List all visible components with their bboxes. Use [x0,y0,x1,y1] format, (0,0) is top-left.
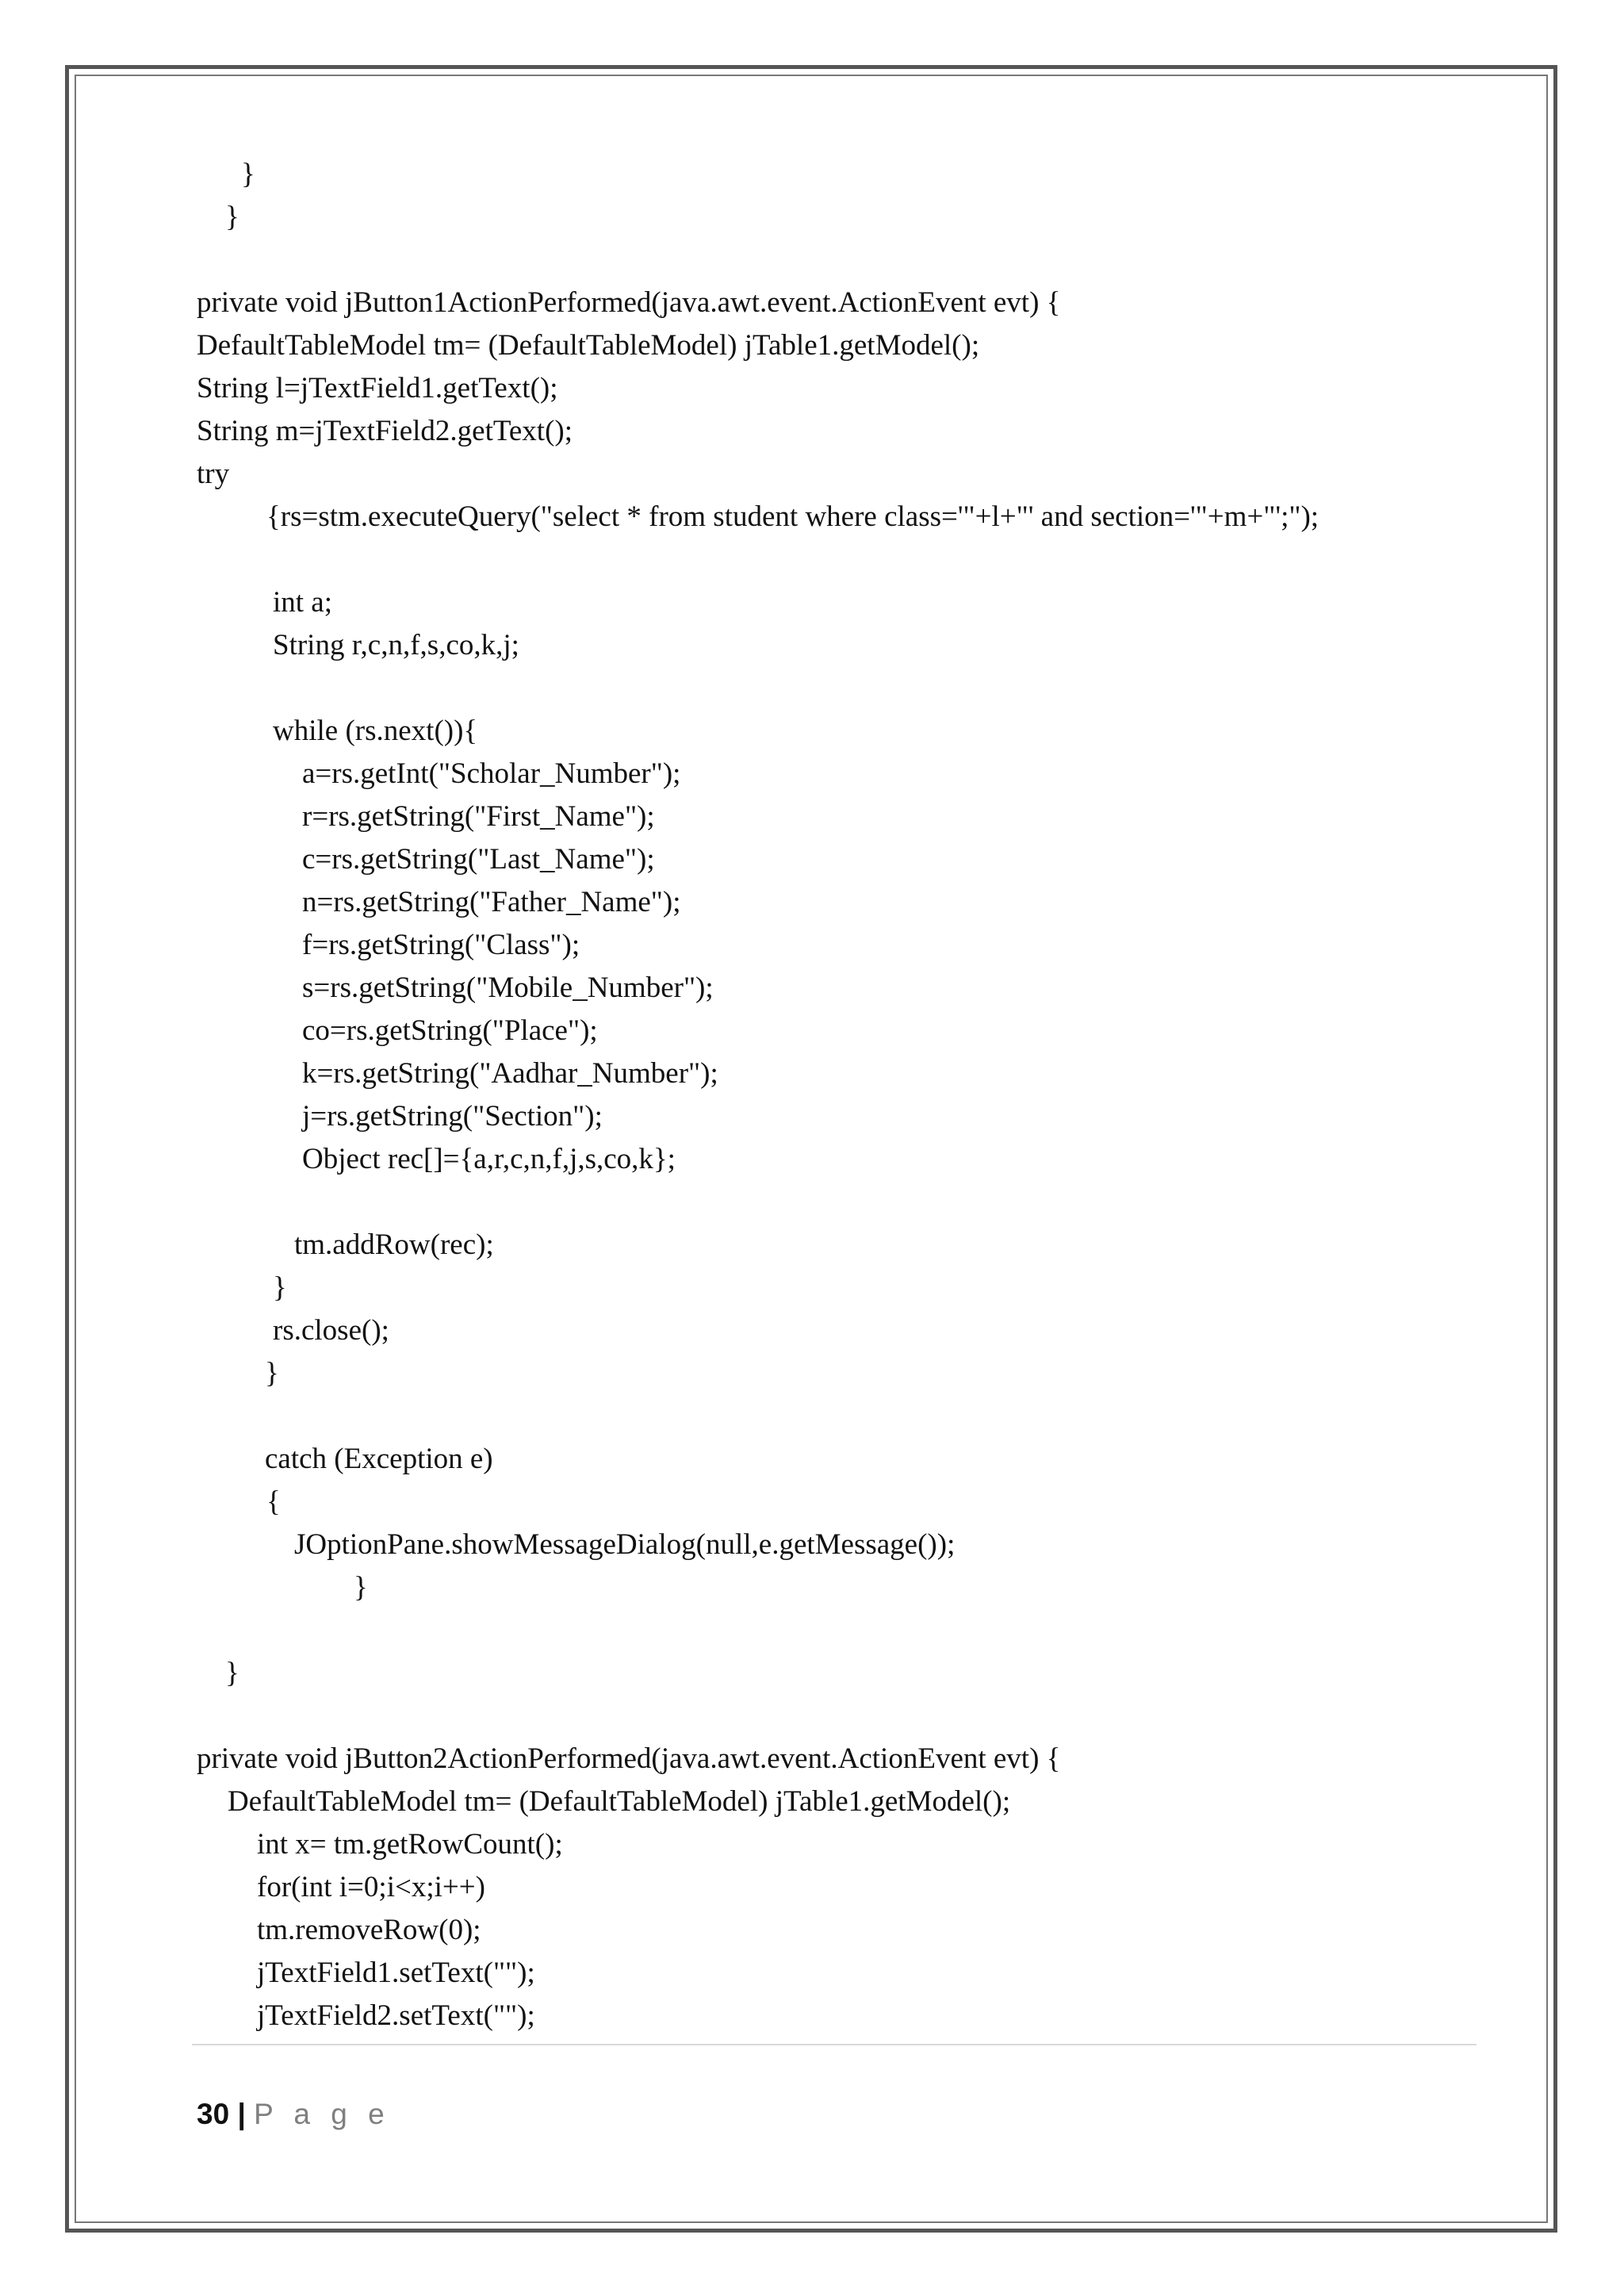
code-line: n=rs.getString("Father_Name"); [302,886,681,918]
code-line: k=rs.getString("Aadhar_Number"); [302,1057,718,1090]
code-line: {rs=stm.executeQuery("select * from student where class='"+l+"' and section='"+m+"';"); [266,500,1320,533]
page-number: 30 [197,2098,230,2130]
code-line: String r,c,n,f,s,co,k,j; [273,629,519,661]
code-line: rs.close(); [273,1314,389,1347]
page-footer [197,2096,391,2133]
code-line: private void jButton2ActionPerformed(java.awt.event.ActionEvent evt) { [197,1742,1061,1775]
code-line: int x= tm.getRowCount(); [257,1828,563,1861]
code-line: a=rs.getInt("Scholar_Number"); [302,757,681,790]
code-line: try [197,458,230,490]
code-line: int a; [273,586,333,619]
code-line: } [265,1357,279,1389]
code-line: jTextField2.setText(""); [257,1999,535,2032]
footer-divider [192,2044,1477,2045]
code-line: catch (Exception e) [265,1443,493,1475]
code-line: private void jButton1ActionPerformed(java.awt.event.ActionEvent evt) { [197,286,1061,319]
code-line: tm.addRow(rec); [294,1228,494,1261]
code-line: for(int i=0;i<x;i++) [257,1871,485,1903]
code-line: f=rs.getString("Class"); [302,929,580,961]
code-line: r=rs.getString("First_Name"); [302,800,655,833]
code-line: while (rs.next()){ [273,715,478,747]
code-line: } [273,1271,287,1304]
code-line: c=rs.getString("Last_Name"); [302,843,655,876]
page-separator: | [237,2098,246,2130]
code-line: JOptionPane.showMessageDialog(null,e.getMessage()); [294,1528,956,1561]
code-line: jTextField1.setText(""); [257,1957,535,1989]
code-line: co=rs.getString("Place"); [302,1014,598,1047]
code-line: } [225,1657,239,1689]
code-line: DefaultTableModel tm= (DefaultTableModel) jTable1.getModel(); [197,329,980,362]
code-line: } [354,1571,368,1604]
code-line: } [225,201,239,233]
code-line: DefaultTableModel tm= (DefaultTableModel) jTable1.getModel(); [228,1785,1011,1818]
code-line: Object rec[]={a,r,c,n,f,j,s,co,k}; [302,1143,676,1175]
code-line: String l=jTextField1.getText(); [197,372,558,404]
code-line: s=rs.getString("Mobile_Number"); [302,972,714,1004]
code-line: j=rs.getString("Section"); [302,1100,603,1133]
code-line: } [241,158,255,190]
code-line: tm.removeRow(0); [257,1914,481,1946]
code-line: String m=jTextField2.getText(); [197,415,573,447]
code-line: { [266,1485,281,1518]
page-label: P a g e [254,2098,391,2130]
